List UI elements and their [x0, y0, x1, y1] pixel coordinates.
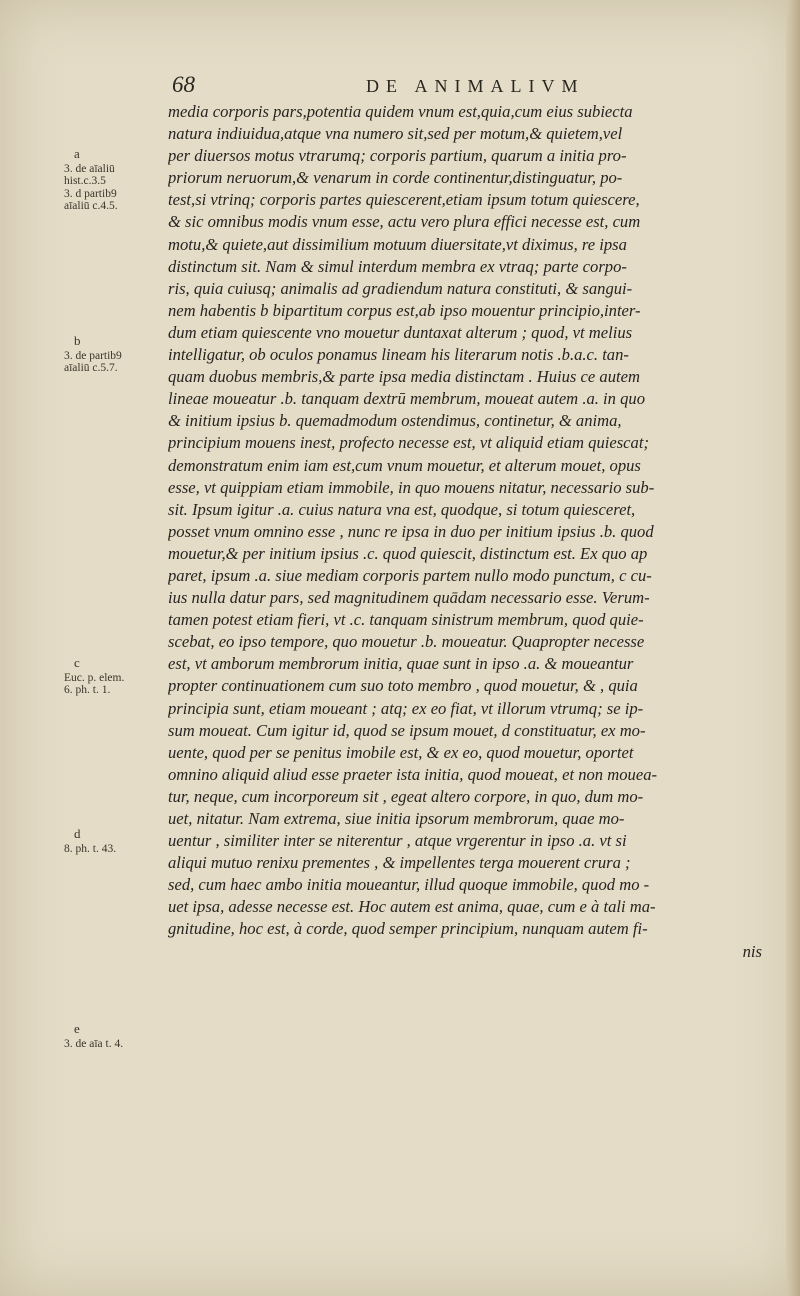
marginal-note-c: [64, 657, 164, 697]
text-line: dum etiam quiescente vno mouetur duntaxat alterum ; quod, vt melius: [168, 322, 633, 342]
text-line: est, vt amborum membrorum initia, quae sunt in ipso .a. & moueantur: [168, 654, 634, 674]
text-line: paret, ipsum .a. siue mediam corporis partem nullo modo punctum, c cu-: [168, 565, 652, 585]
marginal-ref: hist.c.3.5: [64, 175, 106, 187]
text-line: uet ipsa, adesse necesse est. Hoc autem est anima, quae, cum e à tali ma-: [168, 897, 656, 917]
marginal-note-a: [64, 148, 164, 213]
marginal-ref: Euc. p. elem.: [64, 671, 125, 684]
text-line: motu,& quiete,aut dissimilium motuum diuersitate,vt diximus, re ipsa: [168, 234, 627, 254]
page-header: [172, 72, 772, 100]
text-line: uet, nitatur. Nam extrema, siue initia ipsorum membrorum, quae mo-: [168, 809, 625, 828]
text-line: ius nulla datur pars, sed magnitudinem quādam necessario esse. Verum-: [168, 588, 650, 608]
text-line: mouetur,& per initium ipsius .c. quod quiescit, distinctum est. Ex quo ap: [168, 543, 648, 563]
text-line: aliqui mutuo renixu prementes , & impellentes terga mouerent crura ;: [168, 853, 631, 873]
text-line: ris, quia cuiusq; animalis ad gradiendum natura constituti, & sangui-: [168, 278, 633, 298]
marginal-letter: d: [74, 826, 81, 841]
marginal-note-b: [64, 335, 164, 375]
text-line: tamen potest etiam fieri, vt .c. tanquam sinistrum membrum, quod quie-: [168, 610, 644, 630]
text-line: propter continuationem cum suo toto membro , quod mouetur, & , quia: [168, 676, 638, 696]
text-line: distinctum sit. Nam & simul interdum membra ex vtraq; parte corpo-: [168, 256, 627, 276]
text-line: tur, neque, cum incorporeum sit , egeat altero corpore, in quo, dum mo-: [168, 786, 644, 806]
text-line: gnitudine, hoc est, à corde, quod semper principium, nunquam autem fi-: [168, 919, 648, 939]
marginal-ref: 3. d partib9: [64, 187, 117, 200]
marginal-letter: b: [74, 333, 81, 348]
marginal-note-d: [64, 828, 164, 855]
text-line: scebat, eo ipso tempore, quo mouetur .b. moueatur. Quapropter necesse: [168, 632, 645, 652]
text-line: & initium ipsius b. quemadmodum ostendimus, continetur, & anima,: [168, 411, 622, 431]
body-text: [168, 101, 766, 963]
text-line: quam duobus membris,& parte ipsa media distinctam . Huius ce autem: [168, 367, 640, 387]
text-line: omnino aliquid aliud esse praeter ista initia, quod moueat, et non mouea-: [168, 764, 658, 784]
marginal-ref: 8. ph. t. 43.: [64, 842, 117, 855]
marginal-letter: c: [74, 655, 80, 670]
text-line: principia sunt, etiam moueant ; atq; ex eo fiat, vt illorum vtrumq; se ip-: [168, 698, 644, 718]
text-line: per diuersos motus vtrarumq; corporis partium, quarum a initia pro-: [168, 146, 627, 166]
page-number: 68: [172, 72, 195, 97]
running-title: DE ANIMALIVM: [366, 76, 585, 96]
text-line: principium mouens inest, profecto necesse est, vt aliquid etiam quiescat;: [168, 433, 649, 453]
text-line: esse, vt quippiam etiam immobile, in quo mouens nitatur, necessario sub-: [168, 477, 655, 497]
text-line: nis: [742, 941, 762, 961]
text-line: media corporis pars,potentia quidem vnum est,quia,cum eius subiecta: [168, 102, 633, 121]
marginal-ref: 3. de aīa t. 4.: [64, 1037, 124, 1050]
text-line: & sic omnibus modis vnum esse, actu vero plura effici necesse est, cum: [168, 212, 641, 232]
text-line: demonstratum enim iam est,cum vnum mouetur, et alterum mouet, opus: [168, 455, 641, 475]
text-line: natura indiuidua,atque vna numero sit,sed per motum,& quietem,vel: [168, 124, 623, 144]
marginal-ref: 3. de aīaliū: [64, 162, 115, 175]
marginal-letter: a: [74, 146, 80, 161]
text-line: sum moueat. Cum igitur id, quod se ipsum mouet, d constituatur, ex mo-: [168, 720, 646, 740]
text-line: sed, cum haec ambo initia moueantur, illud quoque immobile, quod mo -: [168, 875, 650, 895]
marginal-ref: aīaliū c.5.7.: [64, 362, 118, 374]
marginal-ref: 6. ph. t. 1.: [64, 684, 111, 696]
text-line: test,si vtrinq; corporis partes quiescerent,etiam ipsum totum quiescere,: [168, 190, 640, 210]
text-line: intelligatur, ob oculos ponamus lineam his literarum notis .b.a.c. tan-: [168, 345, 629, 365]
text-line: posset vnum omnino esse , nunc re ipsa in duo per initium ipsius .b. quod: [168, 521, 654, 541]
text-line: lineae moueatur .b. tanquam dextrū membrum, moueat autem .a. in quo: [168, 389, 646, 409]
marginal-letter: e: [74, 1021, 80, 1036]
text-line: priorum neruorum,& venarum in corde continentur,distinguatur, po-: [168, 168, 623, 188]
text-line: uentur , similiter inter se niterentur , atque vrgerentur in ipso .a. vt si: [168, 831, 627, 851]
marginal-ref: 3. de partib9: [64, 349, 122, 362]
text-line: sit. Ipsum igitur .a. cuius natura vna est, quodque, si totum quiesceret,: [168, 499, 636, 519]
text-line: uente, quod per se penitus imobile est, & ex eo, quod mouetur, oportet: [168, 742, 634, 762]
text-line: nem habentis b bipartitum corpus est,ab ipso mouentur principio,inter-: [168, 300, 641, 320]
marginal-ref: aīaliū c.4.5.: [64, 200, 118, 212]
marginal-note-e: [64, 1023, 164, 1050]
page-edge: [786, 0, 800, 1296]
